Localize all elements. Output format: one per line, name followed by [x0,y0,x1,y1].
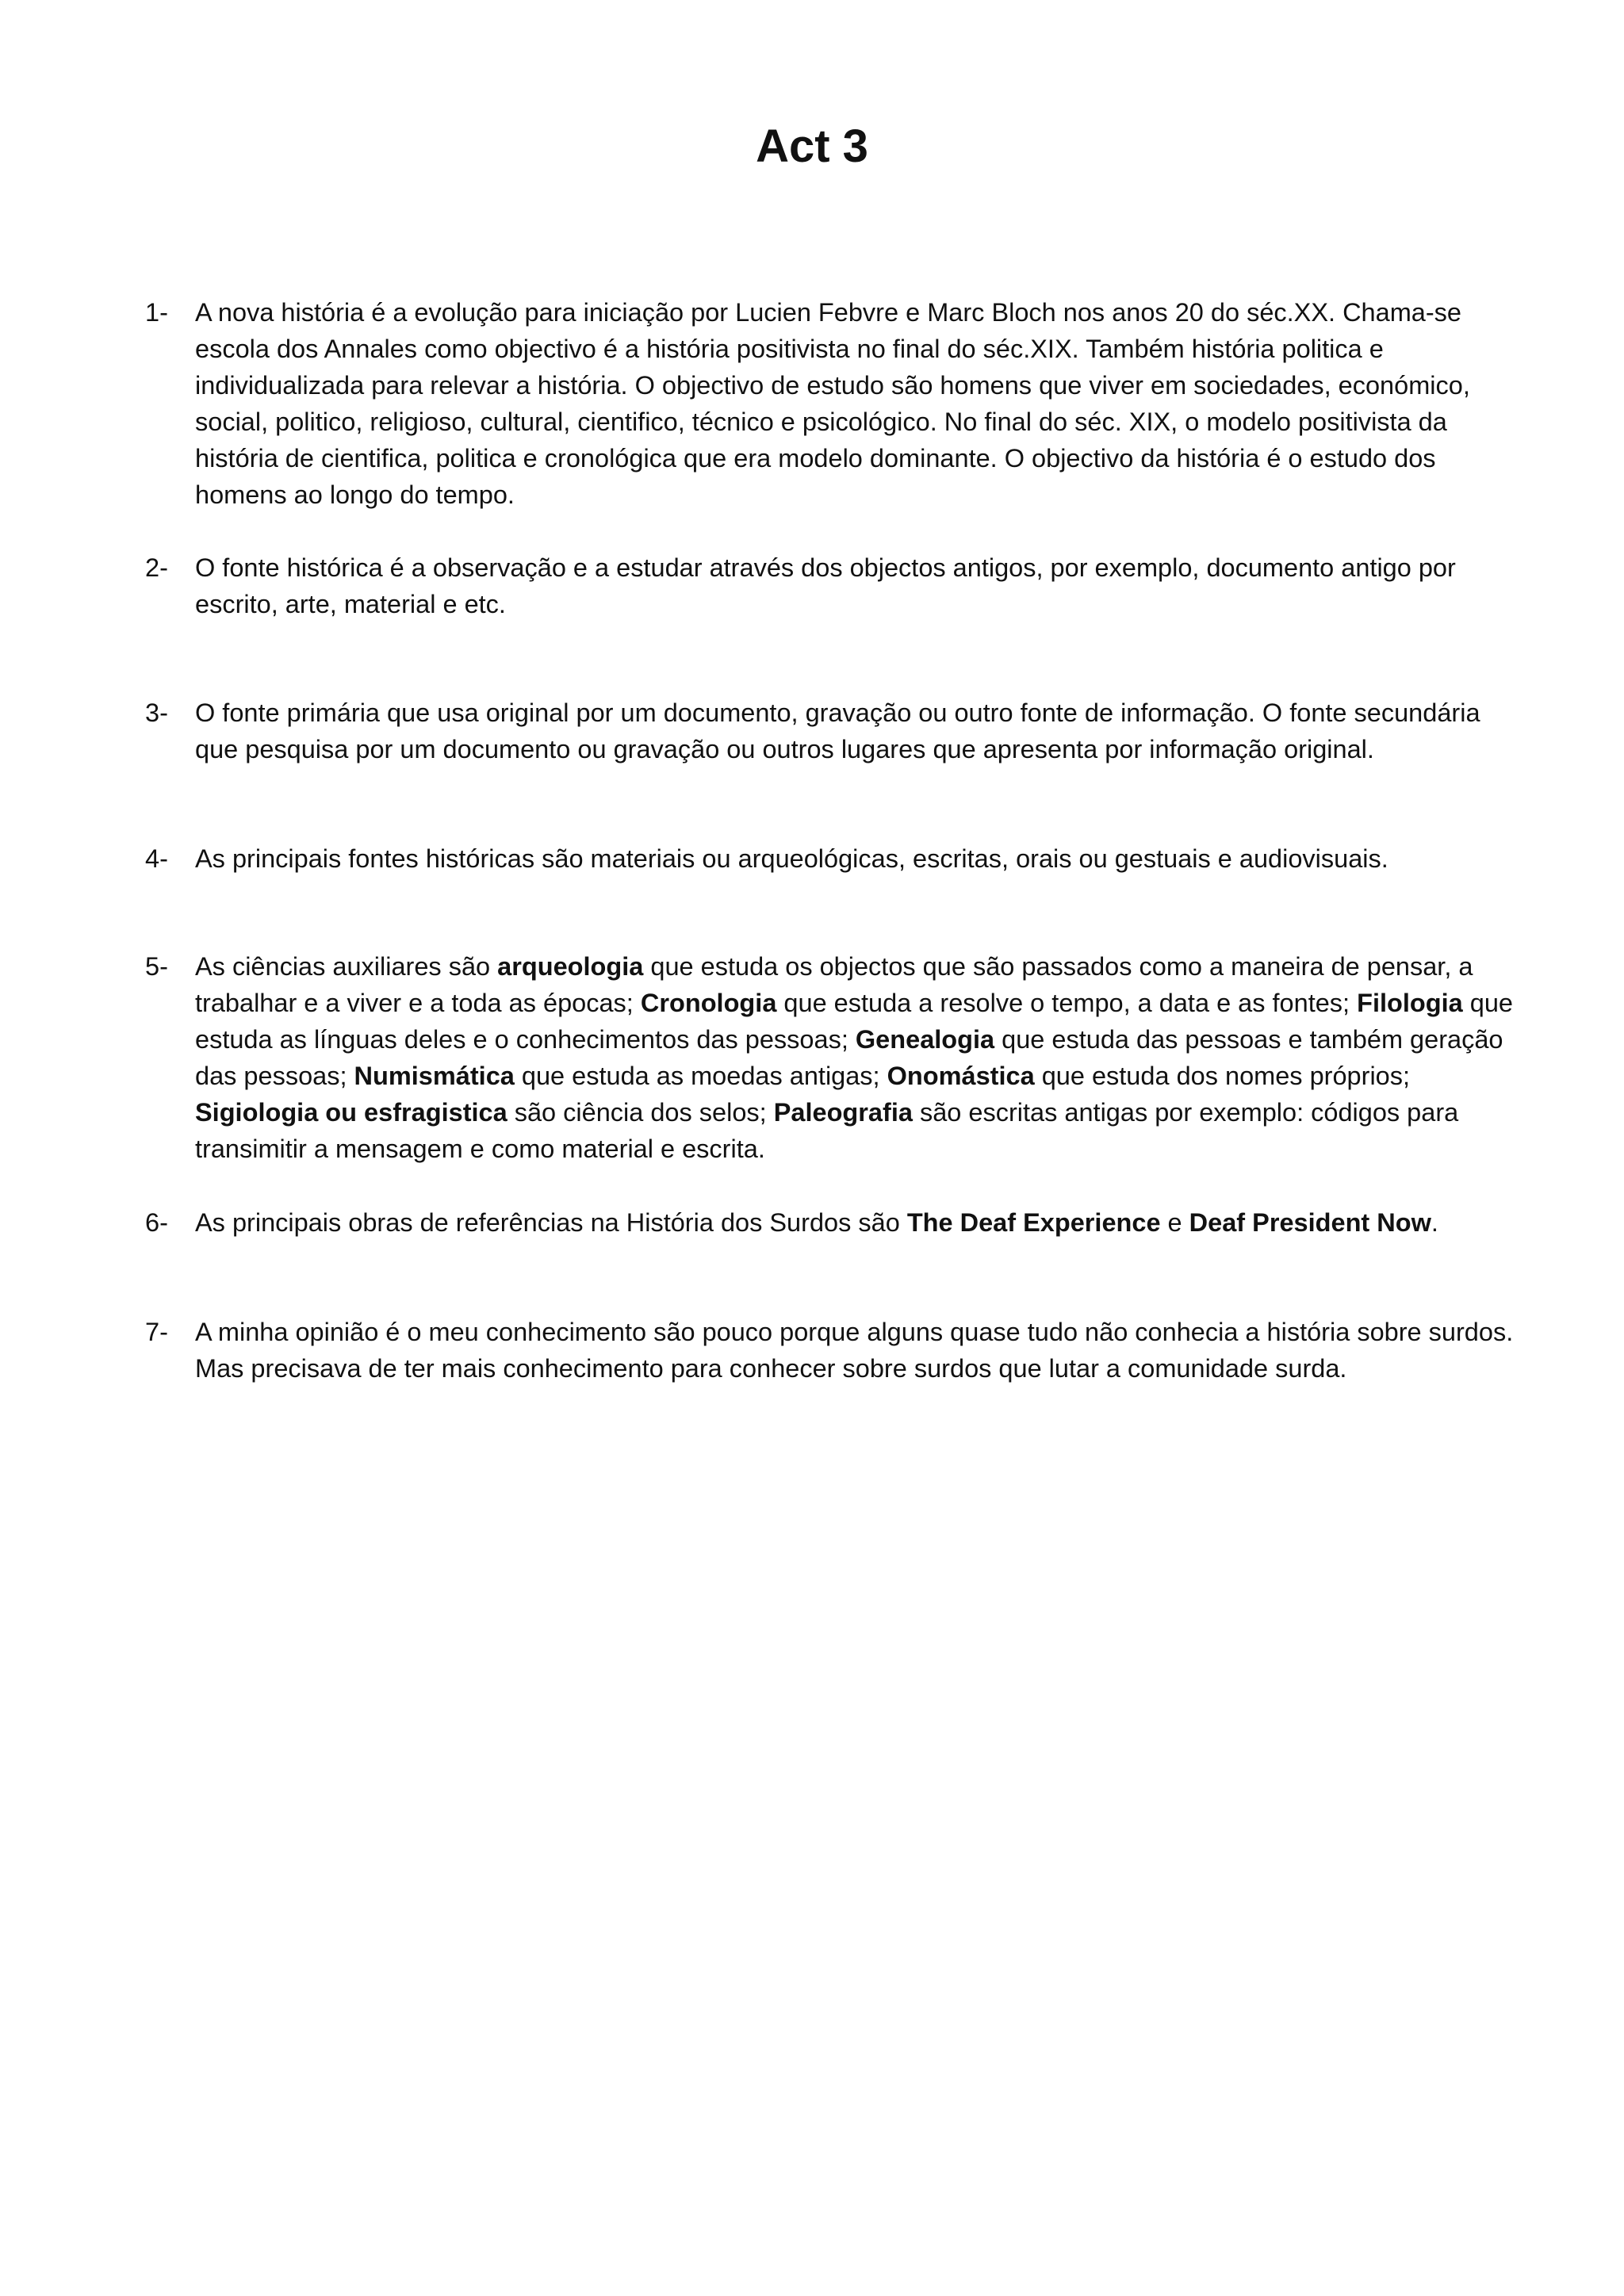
list-item-number: 6- [145,1208,168,1237]
text-segment: As principais fontes históricas são materiais ou arqueológicas, escritas, orais ou gestuais e audiovisuais. [195,844,1388,873]
text-segment: são ciência dos selos; [507,1098,774,1127]
list-item-text [195,294,1525,513]
bold-term: Sigiologia ou esfragistica [195,1098,508,1127]
list-item-number: 5- [145,952,168,981]
bold-term: Paleografia [773,1098,913,1127]
list-item-text [195,695,1525,767]
list-item [145,695,1525,767]
text-segment: As ciências auxiliares são [195,952,498,981]
list-item-text [195,840,1525,877]
list-item [145,294,1525,513]
bold-term: The Deaf Experience [906,1208,1161,1237]
text-segment: O fonte primária que usa original por um documento, gravação ou outro fonte de informação. O fonte secundária que pesquisa por um documento ou gravação ou outros lugares que apresenta por informação original. [195,698,1480,763]
text-segment: que estuda das pessoas e também geração das pessoas; [195,1025,1503,1090]
text-segment: que estuda as línguas deles e o conhecimentos das pessoas; [195,989,1513,1054]
list-item [145,840,1525,877]
document-title: Act 3 [756,121,868,172]
list-item [145,948,1525,1167]
bold-term: Filologia [1357,989,1463,1017]
text-segment: O fonte histórica é a observação e a estudar através dos objectos antigos, por exemplo, documento antigo por escrito, arte, material e etc. [195,553,1456,618]
list-item [145,549,1525,622]
list-item-number: 7- [145,1318,168,1346]
list-item-number: 4- [145,844,168,873]
text-segment: . [1431,1208,1438,1237]
bold-term: Numismática [354,1062,515,1090]
text-segment: que estuda os objectos que são passados como a maneira de pensar, a trabalhar e a viver e a toda as épocas; [195,952,1473,1017]
list-item-text [195,1314,1525,1387]
text-segment: As principais obras de referências na História dos Surdos são [195,1208,907,1237]
list-item-text [195,948,1525,1167]
text-segment: que estuda a resolve o tempo, a data e as fontes; [776,989,1358,1017]
text-segment: e [1160,1208,1189,1237]
text-segment: A nova história é a evolução para iniciação por Lucien Febvre e Marc Bloch nos anos 20 do séc.XX. Chama-se escola dos Annales como objectivo é a história positivista no final do séc.XIX. Também história politica e individualizada para relevar a história. O objectivo de estudo são homens que viver em sociedades, económico, social, politico, religioso, cultural, cientifico, técnico e psicológico. No final do séc. XIX, o modelo positivista da história de cientifica, politica e cronológica que era modelo dominante. O objectivo da história é o estudo dos homens ao longo do tempo. [195,298,1470,509]
list-item-text [195,549,1525,622]
list-item-number: 2- [145,553,168,582]
bold-term: Cronologia [640,989,777,1017]
list-item-text [195,1204,1525,1241]
bold-term: Onomástica [887,1062,1035,1090]
text-segment: que estuda dos nomes próprios; [1034,1062,1411,1090]
bold-term: Genealogia [855,1025,995,1054]
bold-term: arqueologia [497,952,644,981]
text-segment: que estuda as moedas antigas; [514,1062,887,1090]
list-item-number: 3- [145,698,168,727]
bold-term: Deaf President Now [1189,1208,1431,1237]
list-item-number: 1- [145,298,168,327]
text-segment: A minha opinião é o meu conhecimento são pouco porque alguns quase tudo não conhecia a história sobre surdos. Mas precisava de ter mais conhecimento para conhecer sobre surdos que lutar a comunidade surda. [195,1318,1514,1383]
list-item [145,1314,1525,1387]
list-item [145,1204,1525,1241]
text-segment: são escritas antigas por exemplo: códigos para transimitir a mensagem e como material e escrita. [195,1098,1459,1163]
